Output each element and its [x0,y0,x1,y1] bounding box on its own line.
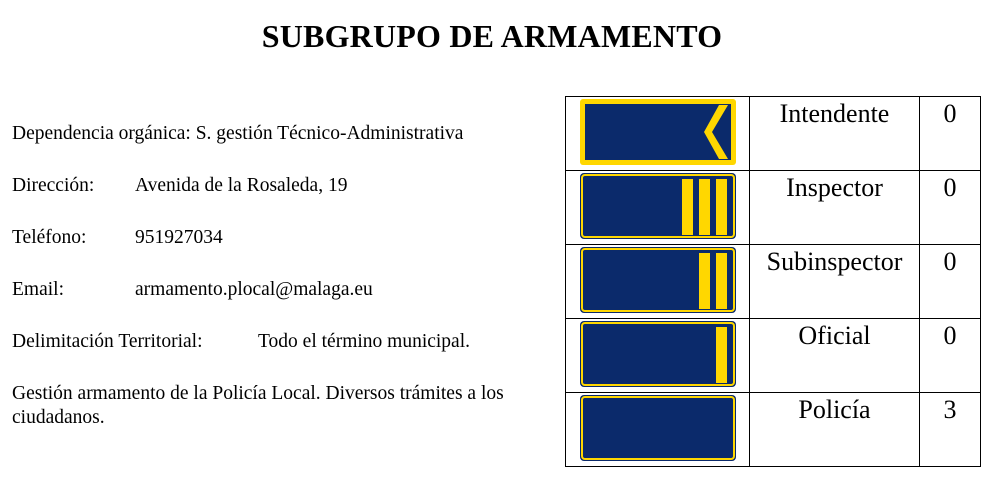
email-label: Email: [12,279,64,300]
rank-count: 0 [920,245,981,319]
telefono-value: 951927034 [135,227,223,248]
three-bar-insignia-icon [578,171,738,241]
rank-count: 3 [920,393,981,467]
one-bar-insignia-icon [578,319,738,389]
direccion-label: Dirección: [12,175,95,196]
direccion-value: Avenida de la Rosaleda, 19 [135,175,348,196]
table-row [566,319,981,393]
email-value: armamento.plocal@malaga.eu [135,279,373,300]
delimitacion-value: Todo el término municipal. [258,331,471,352]
insignia-cell [566,245,750,319]
chevron-insignia-icon [578,97,738,167]
insignia-cell [566,393,750,467]
table-row [566,245,981,319]
two-bar-insignia-icon [578,245,738,315]
delimitacion-label: Delimitación Territorial: [12,331,203,352]
description-text: Gestión armamento de la Policía Local. Diversos trámites a los ciudadanos. [12,383,504,428]
rank-name: Oficial [750,319,920,393]
rank-count: 0 [920,97,981,171]
insignia-cell [566,97,750,171]
rank-name: Inspector [750,171,920,245]
rank-name: Subinspector [750,245,920,319]
insignia-cell [566,319,750,393]
rank-count: 0 [920,171,981,245]
telefono-label: Teléfono: [12,227,87,248]
rank-count: 0 [920,319,981,393]
page-title: SUBGRUPO DE ARMAMENTO [261,18,723,54]
ranks-table [565,96,981,467]
rank-name: Intendente [750,97,920,171]
table-row [566,393,981,467]
insignia-cell [566,171,750,245]
table-row [566,97,981,171]
rank-name: Policía [750,393,920,467]
dependencia-line: Dependencia orgánica: S. gestión Técnico-Administrativa [12,123,464,144]
table-row [566,171,981,245]
plain-insignia-icon [578,393,738,463]
